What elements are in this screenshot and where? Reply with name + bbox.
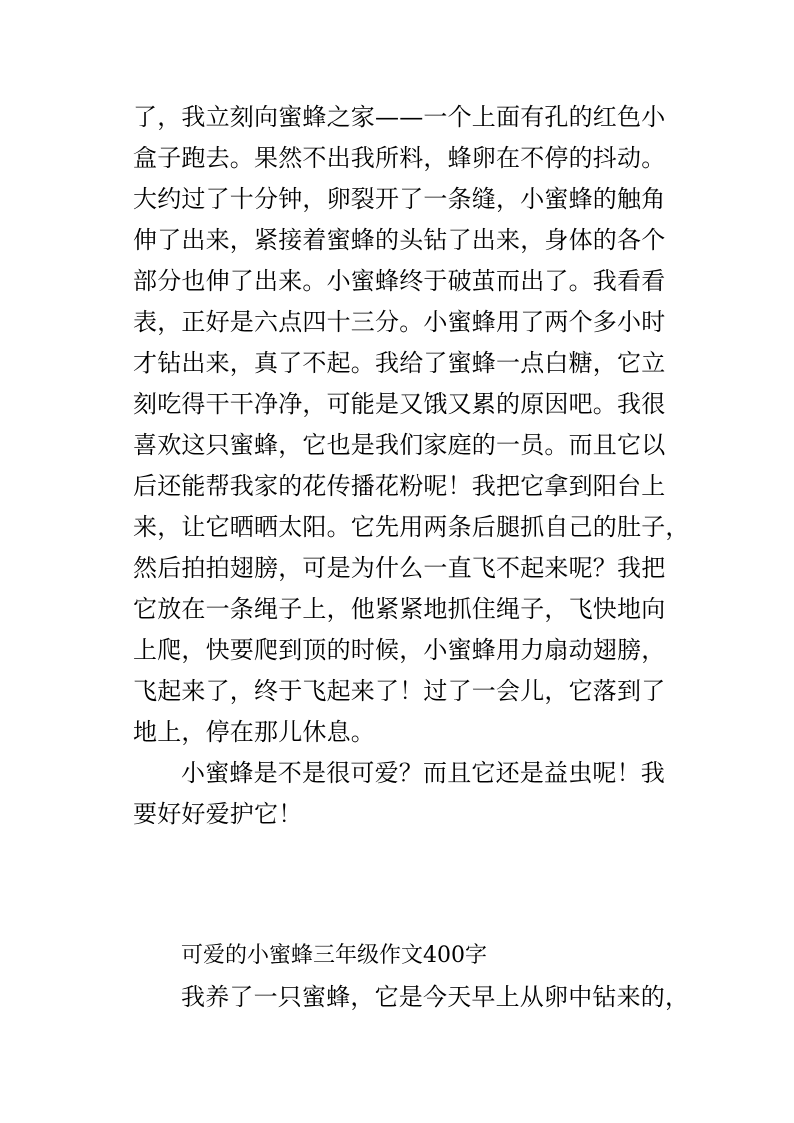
- paragraph-line: 部分也伸了出来。小蜜蜂终于破茧而出了。我看看: [133, 267, 666, 295]
- paragraph-line: 才钻出来，真了不起。我给了蜜蜂一点白糖，它立: [133, 349, 666, 377]
- paragraph-line: 后还能帮我家的花传播花粉呢！我把它拿到阳台上: [133, 472, 666, 500]
- paragraph-line: 要好好爱护它！: [133, 800, 303, 828]
- paragraph-line: 大约过了十分钟，卵裂开了一条缝，小蜜蜂的触角: [133, 185, 666, 213]
- paragraph-line: 伸了出来，紧接着蜜蜂的头钻了出来，身体的各个: [133, 226, 666, 254]
- paragraph-line: 我养了一只蜜蜂，它是今天早上从卵中钻来的，: [181, 983, 690, 1011]
- paragraph-line: 地上，停在那儿休息。: [133, 718, 375, 746]
- paragraph-line: 飞起来了，终于飞起来了！过了一会儿，它落到了: [133, 677, 666, 705]
- paragraph-line: 然后拍拍翅膀，可是为什么一直飞不起来呢？我把: [133, 554, 666, 582]
- paragraph-line: 了，我立刻向蜜蜂之家——一个上面有孔的红色小: [133, 103, 666, 131]
- paragraph-line: 刻吃得干干净净，可能是又饿又累的原因吧。我很: [133, 390, 666, 418]
- paragraph-line: 来，让它晒晒太阳。它先用两条后腿抓自己的肚子，: [133, 513, 690, 541]
- paragraph-line: 喜欢这只蜜蜂，它也是我们家庭的一员。而且它以: [133, 431, 666, 459]
- paragraph-line: 它放在一条绳子上，他紧紧地抓住绳子，飞快地向: [133, 595, 666, 623]
- paragraph-line: 盒子跑去。果然不出我所料，蜂卵在不停的抖动。: [133, 144, 666, 172]
- paragraph-line: 表，正好是六点四十三分。小蜜蜂用了两个多小时: [133, 308, 666, 336]
- paragraph-line: 上爬，快要爬到顶的时候，小蜜蜂用力扇动翅膀，: [133, 636, 666, 664]
- paragraph-line: 小蜜蜂是不是很可爱？而且它还是益虫呢！我: [181, 759, 665, 787]
- essay-title: 可爱的小蜜蜂三年级作文400字: [181, 943, 487, 968]
